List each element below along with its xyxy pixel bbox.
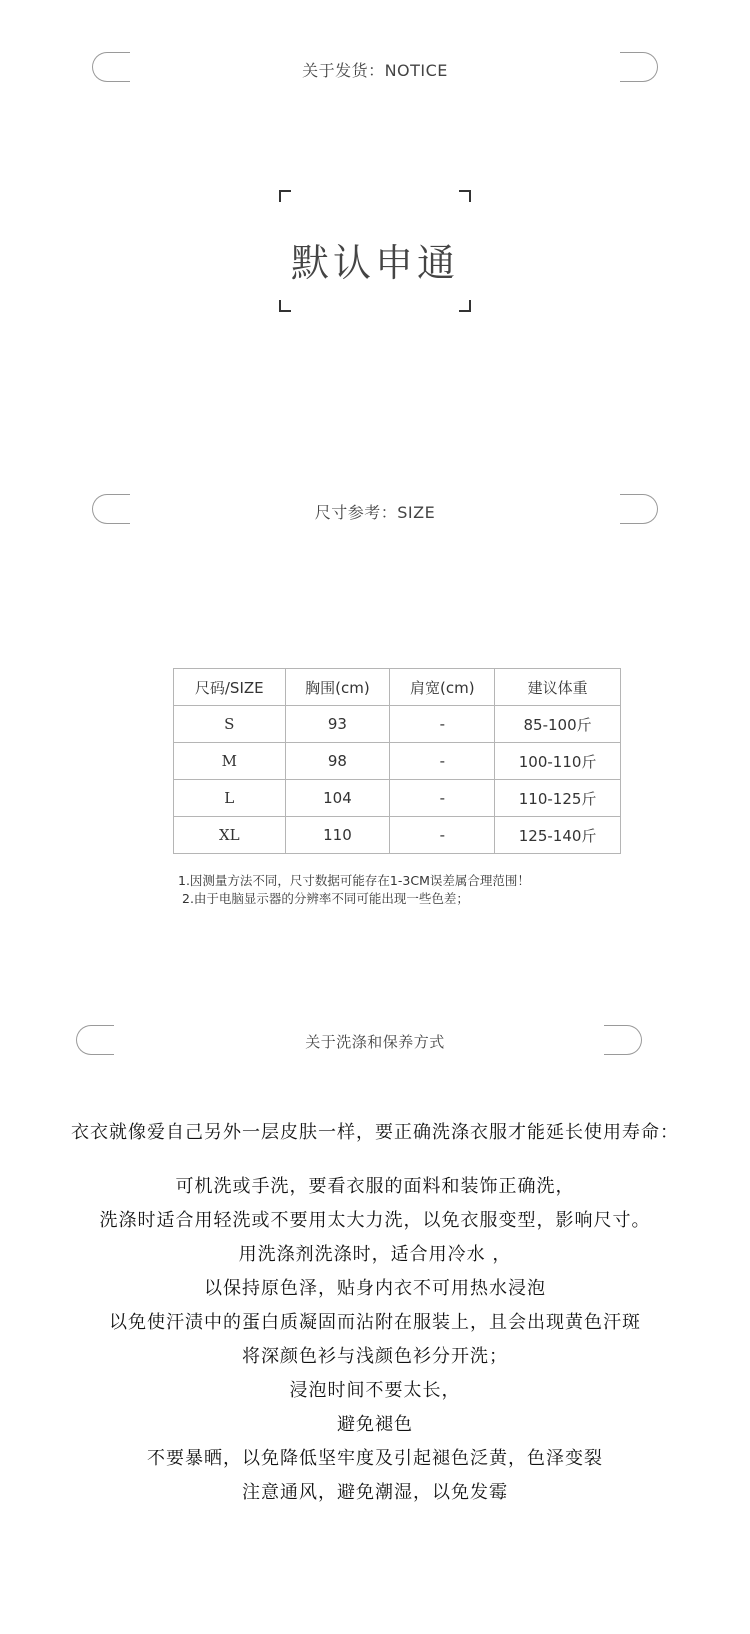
shoulder-cell: -: [390, 780, 495, 817]
courier-frame: [279, 190, 471, 312]
table-header-row: [174, 669, 621, 706]
chest-cell: 110: [285, 817, 390, 854]
size-chart-table: [173, 668, 621, 854]
shoulder-cell: -: [390, 817, 495, 854]
weight-cell: 110-125斤: [495, 780, 621, 817]
weight-cell: 100-110斤: [495, 743, 621, 780]
care-instructions: [0, 1170, 750, 1510]
table-row: [174, 780, 621, 817]
weight-cell: 85-100斤: [495, 706, 621, 743]
table-row: [174, 743, 621, 780]
default-courier-text: 默认申通: [290, 241, 459, 285]
size-cell: S: [174, 706, 286, 743]
care-line: 以保持原色泽，贴身内衣不可用热水浸泡: [204, 1278, 546, 1299]
column-header-shoulder: 肩宽(cm): [390, 669, 495, 706]
column-header-weight: 建议体重: [495, 669, 621, 706]
care-line: 以免使汗渍中的蛋白质凝固而沾附在服装上，且会出现黄色汗斑: [109, 1312, 641, 1333]
table-row: [174, 817, 621, 854]
right-bracket-decoration: [620, 494, 658, 524]
size-cell: L: [174, 780, 286, 817]
chest-cell: 98: [285, 743, 390, 780]
care-line: 洗涤时适合用轻洗或不要用太大力洗，以免衣服变型，影响尺寸。: [99, 1210, 651, 1231]
weight-cell: 125-140斤: [495, 817, 621, 854]
care-section-header: [0, 1025, 750, 1065]
size-notes: [178, 872, 530, 908]
corner-mark: [459, 300, 471, 312]
shoulder-cell: -: [390, 706, 495, 743]
care-line: 将深颜色衫与浅颜色衫分开洗；: [242, 1346, 508, 1367]
column-header-chest: 胸围(cm): [285, 669, 390, 706]
shipping-section-header: [0, 52, 750, 92]
corner-mark: [459, 190, 471, 202]
corner-mark: [279, 300, 291, 312]
size-cell: XL: [174, 817, 286, 854]
care-line: 避免褪色: [337, 1414, 413, 1435]
column-header-size: 尺码/SIZE: [174, 669, 286, 706]
care-intro-text: 衣衣就像爱自己另外一层皮肤一样，要正确洗涤衣服才能延长使用寿命：: [71, 1122, 679, 1143]
size-note: 2.由于电脑显示器的分辨率不同可能出现一些色差；: [182, 891, 469, 906]
care-line: 用洗涤剂洗涤时，适合用冷水 ，: [238, 1244, 512, 1265]
shoulder-cell: -: [390, 743, 495, 780]
right-bracket-decoration: [604, 1025, 642, 1055]
table-row: [174, 706, 621, 743]
care-header-title: 关于洗涤和保养方式: [305, 1033, 445, 1051]
corner-mark: [279, 190, 291, 202]
care-line: 浸泡时间不要太长，: [289, 1380, 461, 1401]
shipping-header-title: 关于发货：NOTICE: [302, 61, 448, 80]
size-cell: M: [174, 743, 286, 780]
size-section-header: [0, 494, 750, 534]
chest-cell: 93: [285, 706, 390, 743]
care-line: 可机洗或手洗，要看衣服的面料和装饰正确洗，: [175, 1176, 575, 1197]
right-bracket-decoration: [620, 52, 658, 82]
care-line: 注意通风，避免潮湿，以免发霉: [242, 1482, 508, 1503]
size-note: 1.因测量方法不同，尺寸数据可能存在1-3CM误差属合理范围！: [178, 873, 530, 888]
size-header-title: 尺寸参考：SIZE: [314, 503, 436, 522]
chest-cell: 104: [285, 780, 390, 817]
care-line: 不要暴晒，以免降低坚牢度及引起褪色泛黄，色泽变裂: [147, 1448, 603, 1469]
